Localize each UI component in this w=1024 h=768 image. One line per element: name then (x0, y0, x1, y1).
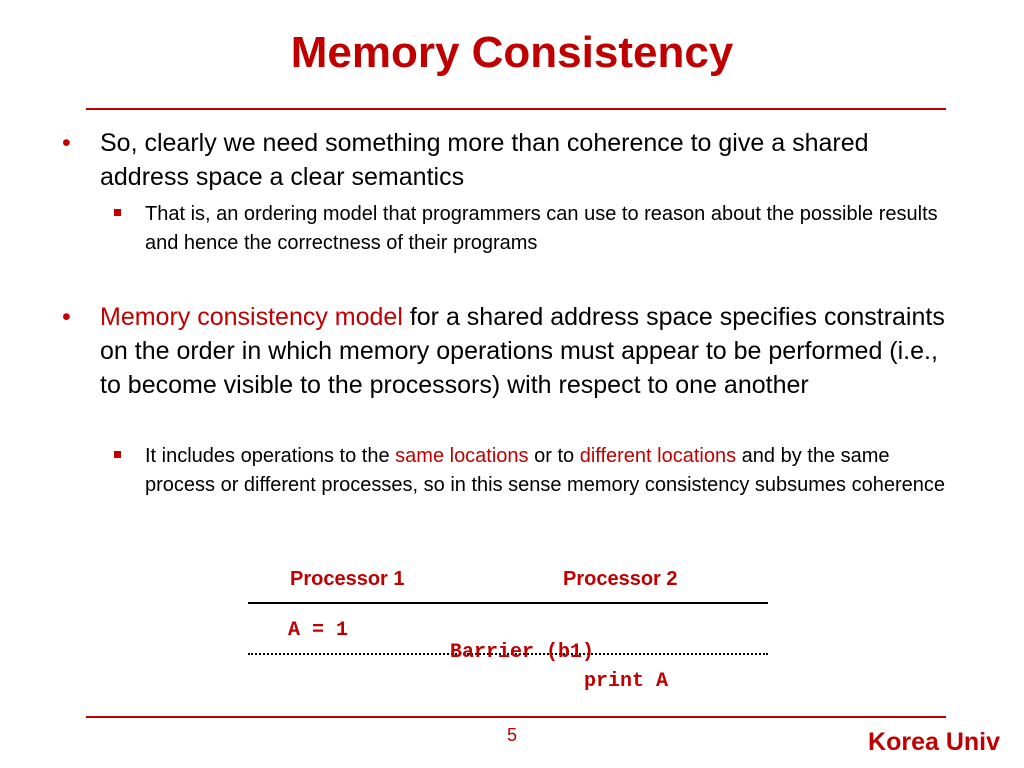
bullet-2-rest: for a shared address space specifies constraints on the order in which memory operations must appear to be performed (i.e., to become visible to the processors) with respect to one another (100, 303, 945, 399)
term-different-locations: different locations (579, 445, 737, 467)
sub-text-part: and by the same process or different processes, so in this sense memory consistency subsumes coherence (145, 445, 945, 496)
square-bullet-icon (114, 209, 121, 216)
term-memory-consistency-model: Memory consistency model (100, 303, 403, 331)
term-same-locations: same locations (395, 445, 529, 467)
bullet-2-subtext (145, 442, 965, 500)
processor-1-code: A = 1 (288, 619, 349, 642)
processor-2-code: print A (584, 670, 669, 693)
barrier-label (0, 641, 1024, 664)
bullet-dot: • (62, 129, 71, 157)
bullet-2-text (100, 300, 960, 402)
footer-divider (86, 716, 946, 718)
bullet-1-text: So, clearly we need something more than coherence to give a shared address space a clear semantics (100, 129, 869, 191)
bullet-dot: • (62, 303, 71, 331)
bullet-1-subtext: That is, an ordering model that programmers can use to reason about the possible results and hence the correctness of their programs (145, 203, 938, 254)
slide-title: Memory Consistency (290, 28, 734, 77)
page-number: 5 (506, 725, 517, 745)
table-header-rule (248, 602, 768, 604)
square-bullet-icon (114, 451, 121, 458)
footer-label: Korea Univ (868, 728, 1000, 756)
barrier-text: Barrier (b1) (449, 641, 595, 664)
title-divider (86, 108, 946, 110)
sub-text-part: It includes operations to the (145, 445, 396, 467)
processor-2-header: Processor 2 (563, 568, 678, 590)
sub-text-part: or to (528, 445, 580, 467)
processor-1-header: Processor 1 (290, 568, 405, 590)
